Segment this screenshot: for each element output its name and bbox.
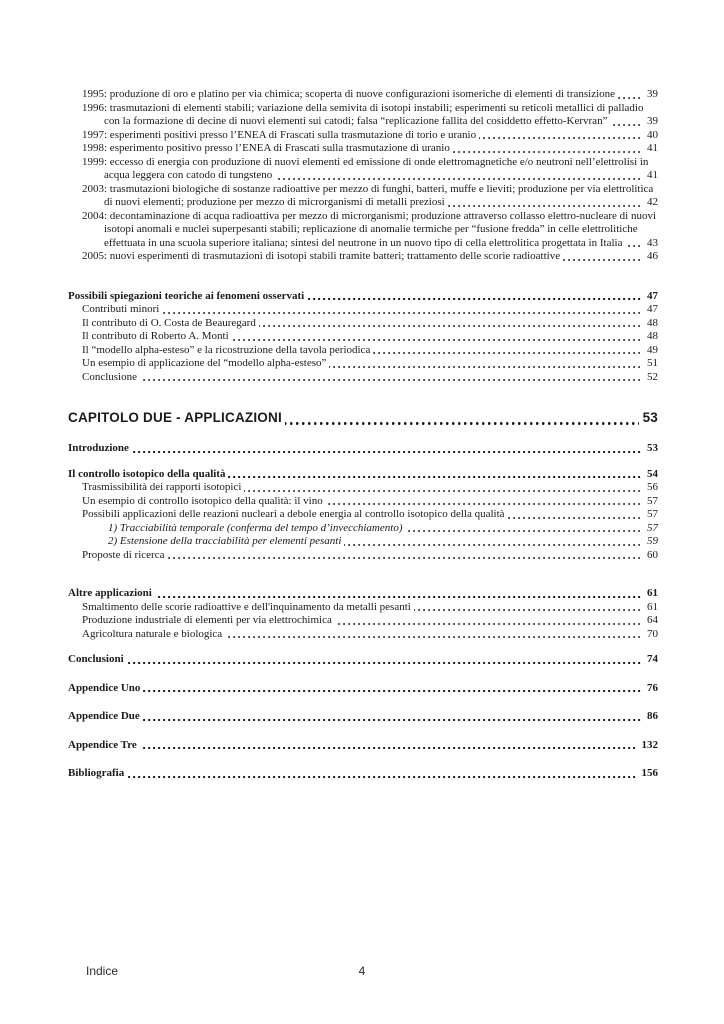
toc-entry bbox=[68, 129, 658, 143]
toc-entry bbox=[68, 409, 658, 427]
toc-entry-page-number: 40 bbox=[643, 129, 658, 143]
toc-entry bbox=[68, 710, 658, 724]
toc-entry-title: Appendice Due bbox=[68, 710, 143, 722]
toc-entry bbox=[68, 303, 658, 317]
toc-entry-title: Conclusione bbox=[82, 371, 140, 383]
toc-entry-title: CAPITOLO DUE - APPLICAZIONI bbox=[68, 410, 285, 425]
toc-entry-title: 2005: nuovi esperimenti di trasmutazioni di isotopi stabili tramite batteri; trattamento delle scorie radioattive bbox=[82, 250, 563, 262]
toc-entry-page-number: 43 bbox=[643, 237, 658, 251]
toc-entry-title: Smaltimento delle scorie radioattive e dell'inquinamento da metalli pesanti bbox=[82, 601, 414, 613]
toc-entry-page-number: 64 bbox=[643, 614, 658, 628]
toc-entry bbox=[68, 653, 658, 667]
toc-entry bbox=[68, 290, 658, 304]
toc-entry bbox=[68, 468, 658, 482]
toc-entry-title: Trasmissibilità dei rapporti isotopici bbox=[82, 481, 244, 493]
toc-entry bbox=[68, 142, 658, 156]
toc-entry bbox=[68, 481, 658, 495]
toc-entry-page-number: 57 bbox=[643, 495, 658, 509]
toc-entry-title: Contributi minori bbox=[82, 303, 162, 315]
toc-entry-page-number: 53 bbox=[643, 442, 658, 456]
toc-entry bbox=[68, 344, 658, 358]
toc-entry-title: Introduzione bbox=[68, 442, 132, 454]
toc-entry-title: Un esempio di controllo isotopico della qualità: il vino bbox=[82, 495, 326, 507]
toc-entry-title: 1999: eccesso di energia con produzione di nuovi elementi ed emissione di onde elettromagnetiche e/o neutroni nell’elettrolisi in acqua leggera con catodo di tungsteno bbox=[82, 155, 649, 181]
toc-entry-page-number: 48 bbox=[643, 317, 658, 331]
toc-entry-page-number: 61 bbox=[643, 587, 658, 601]
toc-entry bbox=[68, 549, 658, 563]
toc-entry bbox=[68, 522, 658, 536]
toc-entry bbox=[68, 183, 658, 210]
toc-entry-page-number: 51 bbox=[643, 357, 658, 371]
toc-entry bbox=[68, 767, 658, 781]
toc-entry-title: Altre applicazioni bbox=[68, 587, 155, 599]
toc-entry-title: 1997: esperimenti positivi presso l’ENEA di Frascati sulla trasmutazione di torio e uranio bbox=[82, 129, 479, 141]
toc-entry-title: Possibili applicazioni delle reazioni nucleari a debole energia al controllo isotopico della qualità bbox=[82, 508, 508, 520]
toc-entry bbox=[68, 250, 658, 264]
toc-entry-page-number: 42 bbox=[643, 196, 658, 210]
toc-entry bbox=[68, 614, 658, 628]
toc-entry bbox=[68, 495, 658, 509]
toc-entry-page-number: 70 bbox=[643, 628, 658, 642]
toc-entry-title: Il contributo di O. Costa de Beauregard bbox=[82, 317, 259, 329]
toc-entry bbox=[68, 88, 658, 102]
toc-entry-title: Il contributo di Roberto A. Monti bbox=[82, 330, 232, 342]
toc-entry-page-number: 61 bbox=[643, 601, 658, 615]
toc-entry-title: 1995: produzione di oro e platino per via chimica; scoperta di nuove configurazioni isomeriche di elementi di transizione bbox=[82, 88, 618, 100]
toc-entry-page-number: 59 bbox=[643, 535, 658, 549]
toc-entry-page-number: 46 bbox=[643, 250, 658, 264]
toc-entry-page-number: 41 bbox=[643, 142, 658, 156]
toc-entry bbox=[68, 587, 658, 601]
toc-entry bbox=[68, 156, 658, 183]
toc-entry-title: 1996: trasmutazioni di elementi stabili; variazione della semivita di isotopi instabili; esperimenti su reticoli metallici di palladio con la formazione di decine di nuovi elementi sui catodi; falsa “replicazione fallita del cosiddetto effetto-Kervran” bbox=[82, 101, 644, 127]
toc-entry-title: 2004: decontaminazione di acqua radioattiva per mezzo di microrganismi; produzione attraverso collasso elettro-nucleare di nuovi isotopi anomali e nuclei superpesanti stabili; replicazione di anomalie termiche per “fusione fredda” in celle elettrolitiche effettuata in una scuola superiore italiana; sintesi del neutrone in un nuovo tipo di cella elettrolitica progettata in Italia bbox=[82, 209, 657, 249]
toc-entry-page-number: 41 bbox=[643, 169, 658, 183]
toc-entry-page-number: 56 bbox=[643, 481, 658, 495]
table-of-contents bbox=[68, 88, 658, 781]
toc-entry-page-number: 57 bbox=[643, 522, 658, 536]
toc-entry-page-number: 54 bbox=[643, 468, 658, 482]
toc-entry-page-number: 132 bbox=[638, 739, 659, 753]
toc-entry-page-number: 74 bbox=[643, 653, 658, 667]
toc-entry bbox=[68, 601, 658, 615]
toc-entry bbox=[68, 210, 658, 251]
toc-entry bbox=[68, 357, 658, 371]
toc-entry-page-number: 39 bbox=[643, 115, 658, 129]
toc-entry bbox=[68, 102, 658, 129]
toc-entry-page-number: 39 bbox=[643, 88, 658, 102]
toc-entry-page-number: 47 bbox=[643, 303, 658, 317]
toc-entry-page-number: 57 bbox=[643, 508, 658, 522]
page-footer bbox=[0, 964, 724, 984]
toc-entry-title: 2) Estensione della tracciabilità per elementi pesanti bbox=[108, 535, 344, 547]
toc-entry bbox=[68, 442, 658, 456]
toc-entry-page-number: 156 bbox=[638, 767, 659, 781]
toc-entry-title: Un esempio di applicazione del “modello alpha-esteso” bbox=[82, 357, 329, 369]
toc-entry-title: Produzione industriale di elementi per via elettrochimica bbox=[82, 614, 335, 626]
toc-entry-page-number: 48 bbox=[643, 330, 658, 344]
toc-entry-title: Agricoltura naturale e biologica bbox=[82, 628, 225, 640]
toc-entry-title: 2003: trasmutazioni biologiche di sostanze radioattive per mezzo di funghi, batteri, muffe e lieviti; produzione per via elettrolitica di nuovi elementi; produzione per mezzo di microrganismi di metalli preziosi bbox=[82, 182, 654, 208]
toc-entry bbox=[68, 330, 658, 344]
toc-entry-page-number: 76 bbox=[643, 682, 658, 696]
toc-entry-title: Appendice Tre bbox=[68, 739, 140, 751]
toc-entry-page-number: 49 bbox=[643, 344, 658, 358]
footer-section-label: Indice bbox=[86, 964, 119, 978]
toc-entry bbox=[68, 628, 658, 642]
toc-entry-page-number: 86 bbox=[643, 710, 658, 724]
toc-entry-title: 1998: esperimento positivo presso l’ENEA di Frascati sulla trasmutazione di uranio bbox=[82, 142, 453, 154]
toc-entry-page-number: 60 bbox=[643, 549, 658, 563]
toc-entry-title: Conclusioni bbox=[68, 653, 127, 665]
footer-page-number: 4 bbox=[358, 964, 366, 978]
toc-entry-title: Possibili spiegazioni teoriche ai fenomeni osservati bbox=[68, 290, 307, 302]
toc-entry-page-number: 53 bbox=[639, 409, 658, 427]
toc-entry-page-number: 47 bbox=[643, 290, 658, 304]
toc-entry-title: Proposte di ricerca bbox=[82, 549, 167, 561]
toc-entry bbox=[68, 508, 658, 522]
toc-entry bbox=[68, 535, 658, 549]
toc-entry-title: Il controllo isotopico della qualità bbox=[68, 468, 228, 480]
toc-entry bbox=[68, 682, 658, 696]
toc-entry bbox=[68, 371, 658, 385]
toc-entry-title: Il “modello alpha-esteso” e la ricostruzione della tavola periodica bbox=[82, 344, 373, 356]
toc-entry-title: Appendice Uno bbox=[68, 682, 143, 694]
toc-entry-title: 1) Tracciabilità temporale (conferma del tempo d’invecchiamento) bbox=[108, 522, 405, 534]
toc-entry-title: Bibliografia bbox=[68, 767, 127, 779]
toc-entry bbox=[68, 317, 658, 331]
toc-entry bbox=[68, 739, 658, 753]
toc-entry-page-number: 52 bbox=[643, 371, 658, 385]
